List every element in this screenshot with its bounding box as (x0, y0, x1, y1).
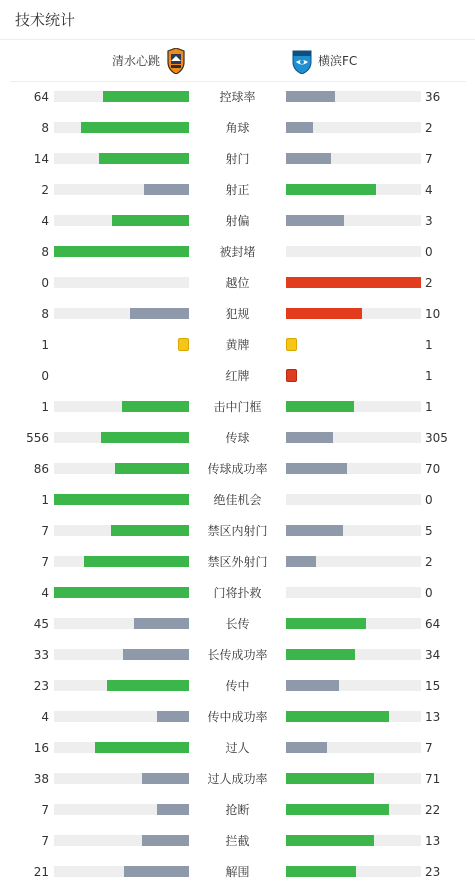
stat-row (0, 702, 475, 733)
away-value: 0 (425, 493, 433, 507)
stat-label: 击中门框 (213, 400, 262, 414)
away-value: 71 (425, 772, 441, 786)
home-bar-track (54, 804, 189, 815)
home-bar-track (54, 711, 189, 722)
away-team[interactable] (292, 41, 357, 81)
home-bar-track (54, 525, 189, 536)
home-value: 8 (41, 307, 49, 321)
away-value: 305 (425, 431, 448, 445)
home-bar (54, 494, 189, 505)
away-bar (286, 742, 327, 753)
home-bar-track (54, 308, 189, 319)
home-value: 23 (33, 679, 49, 693)
stat-label: 犯规 (225, 307, 250, 321)
stat-label: 传中成功率 (207, 710, 268, 724)
stat-row (0, 578, 475, 609)
home-value: 8 (41, 121, 49, 135)
stat-row (0, 361, 475, 392)
stat-row (0, 609, 475, 640)
home-bar-track (54, 277, 189, 288)
stat-label: 控球率 (219, 90, 256, 104)
stat-label: 过人成功率 (207, 772, 268, 786)
stat-row (0, 237, 475, 268)
away-bar-track (286, 215, 421, 226)
away-bar (286, 525, 343, 536)
away-bar (286, 835, 374, 846)
away-value: 2 (425, 276, 433, 290)
home-bar-track (54, 432, 189, 443)
away-bar-track (286, 122, 421, 133)
away-value: 0 (425, 586, 433, 600)
away-team-logo-icon (292, 48, 312, 74)
home-bar-track (54, 122, 189, 133)
away-bar-track (286, 866, 421, 877)
stat-label: 角球 (225, 121, 250, 135)
stat-row (0, 392, 475, 423)
stat-row (0, 113, 475, 144)
home-value: 7 (41, 834, 49, 848)
yellow-card-icon (178, 338, 189, 351)
stat-label: 射偏 (225, 214, 250, 228)
home-bar-track (54, 215, 189, 226)
home-bar-track (54, 153, 189, 164)
home-value: 21 (33, 865, 49, 879)
away-bar (286, 804, 389, 815)
away-bar-track (286, 680, 421, 691)
away-bar (286, 711, 389, 722)
teams-header (10, 41, 466, 82)
away-bar (286, 773, 374, 784)
away-bar-track (286, 432, 421, 443)
home-bar (101, 432, 189, 443)
away-bar (286, 556, 316, 567)
away-value: 10 (425, 307, 441, 321)
away-bar-track (286, 308, 421, 319)
away-value: 23 (425, 865, 441, 879)
home-value: 14 (33, 152, 49, 166)
home-bar-track (54, 618, 189, 629)
away-value: 13 (425, 710, 441, 724)
away-bar (286, 618, 366, 629)
away-value: 34 (425, 648, 441, 662)
home-bar (144, 184, 189, 195)
stat-label: 门将扑救 (213, 586, 262, 600)
home-value: 16 (33, 741, 49, 755)
stat-row (0, 764, 475, 795)
away-bar-track (286, 153, 421, 164)
away-bar (286, 463, 347, 474)
away-bar-track (286, 401, 421, 412)
away-value: 70 (425, 462, 441, 476)
away-value: 2 (425, 555, 433, 569)
home-bar-track (54, 680, 189, 691)
stat-row (0, 454, 475, 485)
home-value: 4 (41, 214, 49, 228)
away-bar-track (286, 184, 421, 195)
stat-label: 禁区内射门 (207, 524, 268, 538)
home-bar-track (54, 556, 189, 567)
stat-label: 被封堵 (219, 245, 256, 259)
away-bar-track (286, 711, 421, 722)
away-bar-track (286, 463, 421, 474)
home-value: 8 (41, 245, 49, 259)
away-value: 13 (425, 834, 441, 848)
stat-label: 解围 (225, 865, 250, 879)
home-value: 1 (41, 400, 49, 414)
away-bar-track (286, 587, 421, 598)
away-bar (286, 91, 335, 102)
away-bar (286, 153, 331, 164)
stat-label: 越位 (225, 276, 250, 290)
away-value: 0 (425, 245, 433, 259)
away-bar (286, 122, 313, 133)
home-value: 33 (33, 648, 49, 662)
home-value: 556 (26, 431, 49, 445)
home-value: 45 (33, 617, 49, 631)
stat-label: 绝佳机会 (213, 493, 262, 507)
away-bar (286, 215, 344, 226)
away-value: 5 (425, 524, 433, 538)
home-bar (112, 215, 189, 226)
stat-row (0, 795, 475, 826)
away-bar-track (286, 804, 421, 815)
away-value: 22 (425, 803, 441, 817)
away-bar-track (286, 277, 421, 288)
home-bar-track (54, 246, 189, 257)
away-bar (286, 308, 362, 319)
stat-row (0, 485, 475, 516)
home-value: 1 (41, 493, 49, 507)
home-bar (157, 804, 189, 815)
home-bar (111, 525, 189, 536)
stat-label: 过人 (225, 741, 250, 755)
stat-label: 传球成功率 (207, 462, 268, 476)
page-title: 技术统计 (15, 11, 76, 29)
home-bar (123, 649, 189, 660)
stat-row (0, 206, 475, 237)
away-bar (286, 432, 333, 443)
stat-row (0, 299, 475, 330)
away-bar (286, 866, 356, 877)
home-bar (122, 401, 190, 412)
home-bar (107, 680, 189, 691)
away-team-name: 横滨FC (318, 54, 358, 68)
home-value: 4 (41, 586, 49, 600)
stat-row (0, 268, 475, 299)
stat-label: 黄牌 (225, 338, 250, 352)
away-bar-track (286, 525, 421, 536)
home-bar-track (54, 184, 189, 195)
home-bar (134, 618, 189, 629)
away-bar-track (286, 649, 421, 660)
stat-row (0, 175, 475, 206)
home-value: 0 (41, 276, 49, 290)
away-value: 3 (425, 214, 433, 228)
home-bar (95, 742, 190, 753)
stat-label: 拦截 (225, 834, 250, 848)
away-bar-track (286, 835, 421, 846)
home-bar (130, 308, 189, 319)
home-bar (142, 835, 189, 846)
stat-row (0, 82, 475, 113)
home-bar-track (54, 587, 189, 598)
stat-label: 传球 (225, 431, 250, 445)
home-bar (54, 246, 189, 257)
red-card-icon (286, 369, 297, 382)
home-bar (142, 773, 189, 784)
yellow-card-icon (286, 338, 297, 351)
stat-row (0, 640, 475, 671)
away-bar (286, 680, 339, 691)
away-bar-track (286, 742, 421, 753)
away-value: 7 (425, 741, 433, 755)
home-value: 7 (41, 524, 49, 538)
home-value: 7 (41, 555, 49, 569)
away-bar-track (286, 773, 421, 784)
away-bar-track (286, 618, 421, 629)
stat-row (0, 423, 475, 454)
home-bar-track (54, 773, 189, 784)
stat-label: 禁区外射门 (207, 555, 268, 569)
home-bar-track (54, 401, 189, 412)
home-bar (99, 153, 189, 164)
home-bar (124, 866, 189, 877)
away-bar-track (286, 91, 421, 102)
home-bar (157, 711, 189, 722)
stat-label: 射门 (225, 152, 250, 166)
home-bar-track (54, 463, 189, 474)
home-bar (81, 122, 189, 133)
stat-label: 抢断 (225, 803, 250, 817)
home-value: 2 (41, 183, 49, 197)
home-value: 4 (41, 710, 49, 724)
stat-row (0, 857, 475, 888)
away-value: 15 (425, 679, 441, 693)
away-value: 2 (425, 121, 433, 135)
home-bar-track (54, 494, 189, 505)
away-bar (286, 649, 355, 660)
away-value: 7 (425, 152, 433, 166)
stat-row (0, 826, 475, 857)
home-bar-track (54, 742, 189, 753)
stat-label: 长传成功率 (207, 648, 268, 662)
stat-row (0, 671, 475, 702)
away-bar-track (286, 556, 421, 567)
header (0, 0, 475, 40)
home-value: 0 (41, 369, 49, 383)
home-bar-track (54, 91, 189, 102)
home-bar-track (54, 649, 189, 660)
home-bar (103, 91, 189, 102)
stat-row (0, 516, 475, 547)
home-bar-track (54, 835, 189, 846)
away-value: 36 (425, 90, 441, 104)
home-team[interactable] (112, 41, 186, 81)
home-bar (54, 587, 189, 598)
away-bar (286, 184, 376, 195)
away-bar (286, 277, 421, 288)
away-value: 4 (425, 183, 433, 197)
home-value: 86 (33, 462, 49, 476)
home-team-name: 清水心跳 (111, 54, 160, 68)
stat-row (0, 144, 475, 175)
home-bar-track (54, 866, 189, 877)
home-bar (115, 463, 189, 474)
home-bar (84, 556, 189, 567)
away-bar (286, 401, 354, 412)
stat-row (0, 733, 475, 764)
home-value: 7 (41, 803, 49, 817)
home-value: 64 (33, 90, 49, 104)
stat-row (0, 330, 475, 361)
away-bar-track (286, 494, 421, 505)
away-value: 1 (425, 400, 433, 414)
home-value: 1 (41, 338, 49, 352)
away-value: 1 (425, 338, 433, 352)
home-team-logo-icon (166, 48, 186, 74)
stat-label: 传中 (225, 679, 250, 693)
away-value: 1 (425, 369, 433, 383)
stat-label: 射正 (225, 183, 250, 197)
away-bar-track (286, 246, 421, 257)
stat-label: 长传 (225, 617, 250, 631)
stat-label: 红牌 (225, 369, 250, 383)
away-value: 64 (425, 617, 441, 631)
stat-row (0, 547, 475, 578)
home-value: 38 (33, 772, 49, 786)
